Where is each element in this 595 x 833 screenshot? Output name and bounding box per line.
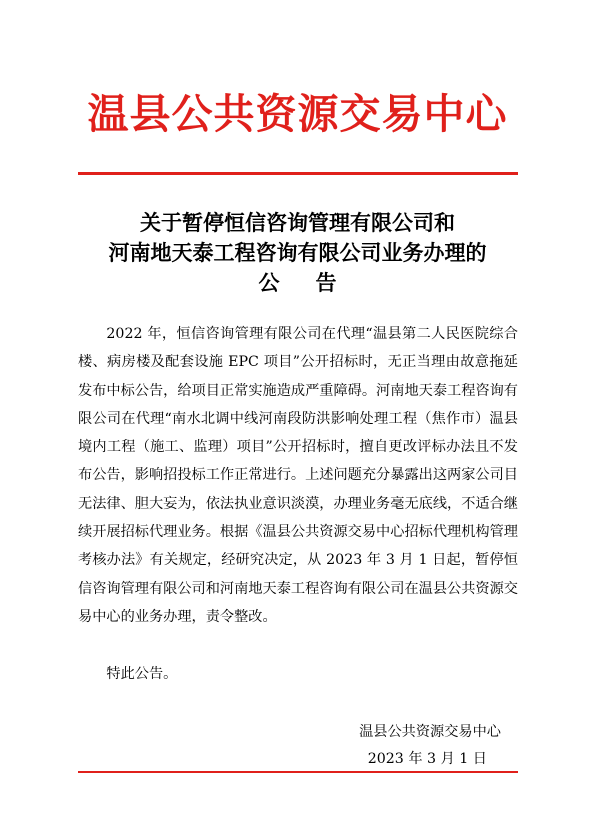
notice-title-line-3: 公告 bbox=[258, 270, 373, 295]
notice-title-line-2: 河南地天泰工程咨询有限公司业务办理的 bbox=[108, 240, 487, 265]
issue-date: 2023 年 3 月 1 日 bbox=[367, 751, 487, 767]
notice-body bbox=[78, 320, 518, 631]
document-header-title: 温县公共资源交易中心 bbox=[87, 90, 508, 138]
footer-divider-red bbox=[78, 771, 518, 773]
header-divider-red bbox=[78, 172, 518, 175]
notice-closing: 特此公告。 bbox=[106, 666, 178, 682]
issuer-name: 温县公共资源交易中心 bbox=[359, 724, 501, 740]
notice-body-paragraph: 2022 年，恒信咨询管理有限公司在代理“温县第二人民医院综合楼、病房楼及配套设施 EPC 项目”公开招标时，无正当理由故意拖延发布中标公告，给项目正常实施造成严重障碍。河南地天泰工程咨询有限公司在代理“南水北调中线河南段防洪影响处理工程（焦作市）温县境内工程（施工、监理）项目”公开招标时，擅自更改评标办法且不发布公告，影响招投标工作正常进行。上述问题充分暴露出这两家公司目无法律、胆大妄为，依法执业意识淡漠，办理业务毫无底线，不适合继续开展招标代理业务。根据《温县公共资源交易中心招标代理机构管理考核办法》有关规定，经研究决定，从 2023 年 3 月 1 日起，暂停恒信咨询管理有限公司和河南地天泰工程咨询有限公司在温县公共资源交易中心的业务办理，责令整改。 bbox=[78, 326, 518, 625]
notice-title bbox=[0, 208, 595, 298]
notice-title-line-1: 关于暂停恒信咨询管理有限公司和 bbox=[140, 210, 455, 235]
